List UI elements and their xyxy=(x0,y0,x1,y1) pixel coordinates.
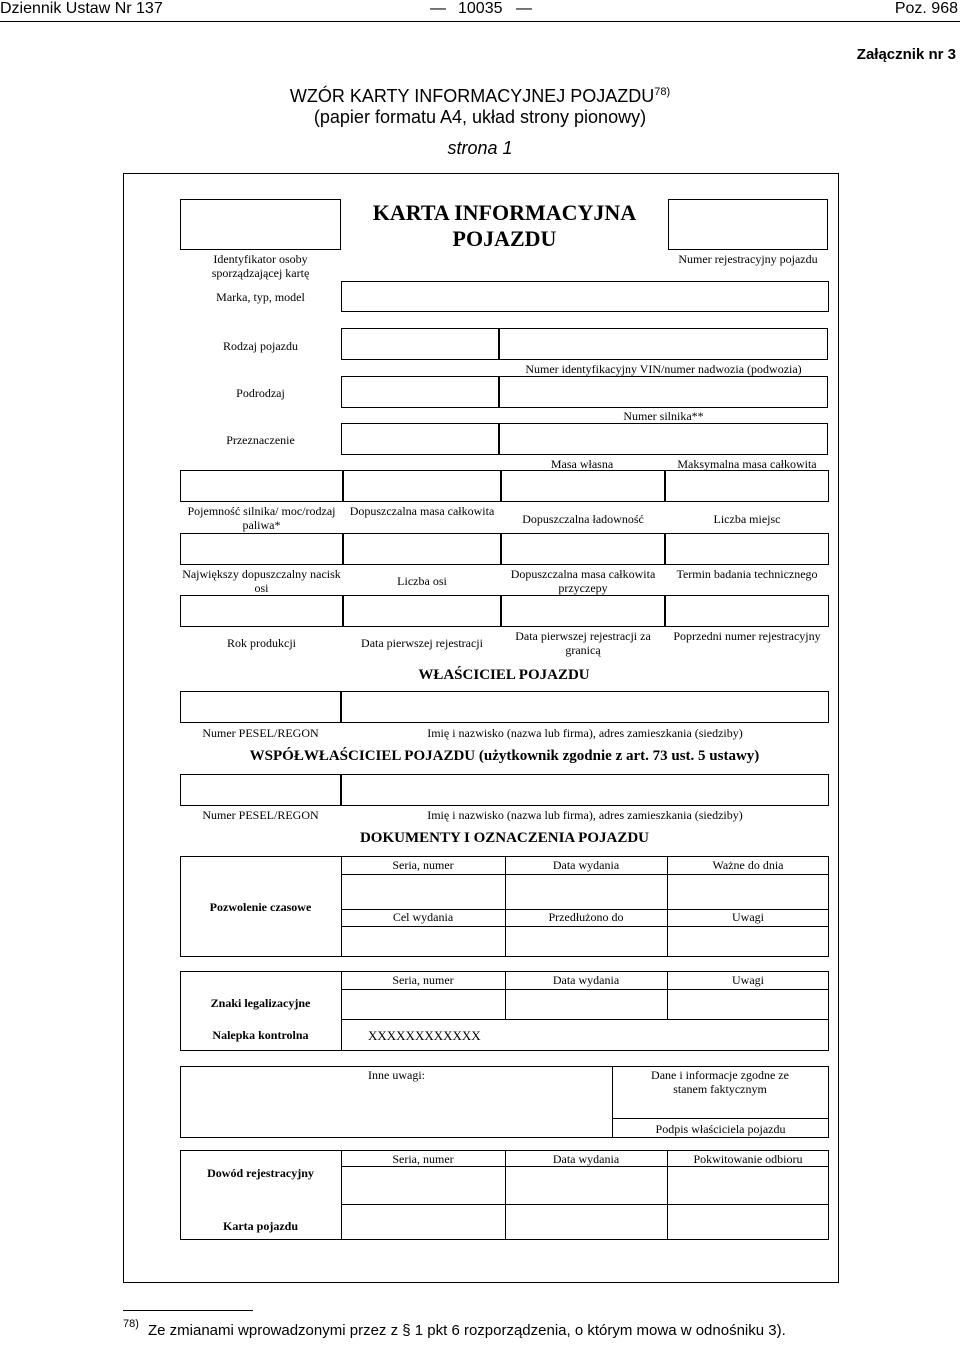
inspection-date-label: Termin badania technicznego xyxy=(676,567,818,581)
temp-permit-label: Pozwolenie czasowe xyxy=(209,900,312,914)
axles-box[interactable] xyxy=(343,595,501,627)
identifier-box[interactable] xyxy=(180,199,341,250)
other-remarks-label: Inne uwagi: xyxy=(368,1068,425,1082)
engine-capacity-box[interactable] xyxy=(180,470,343,502)
previous-registration-label: Poprzedni numer rejestracyjny xyxy=(673,629,821,643)
series-number-label-2: Seria, numer xyxy=(392,973,454,987)
mass-box[interactable] xyxy=(499,423,828,455)
own-mass-box[interactable] xyxy=(501,470,665,502)
engine-number-label: Numer silnika** xyxy=(623,409,704,423)
owner-pesel-box[interactable] xyxy=(180,691,341,723)
trailer-mass-box[interactable] xyxy=(501,595,665,627)
engine-capacity-label: Pojemność silnika/ moc/rodzaj paliwa* xyxy=(187,504,336,532)
owner-name-box[interactable] xyxy=(341,691,829,723)
issue-date-label: Data wydania xyxy=(552,858,620,872)
footnote-ref: 78) xyxy=(123,1318,139,1330)
issue-date-label-2: Data wydania xyxy=(552,973,620,987)
owner-heading: WŁAŚCICIEL POJAZDU xyxy=(418,667,590,683)
card-title-line1: KARTA INFORMACYJNA xyxy=(372,200,637,225)
owner-signature-label: Podpis właściciela pojazdu xyxy=(655,1122,786,1136)
issue-purpose-label: Cel wydania xyxy=(392,910,454,924)
identifier-label: Identyfikator osoby sporządzającej kartę xyxy=(211,252,310,280)
max-axle-load-label: Największy dopuszczalny nacisk osi xyxy=(182,567,341,595)
first-registration-abroad-label: Data pierwszej rejestracji za granicą xyxy=(515,629,651,657)
header-dash-left: — xyxy=(430,0,446,17)
allowed-total-mass-box[interactable] xyxy=(343,470,501,502)
subkind-label: Podrodzaj xyxy=(236,386,285,400)
subkind-box[interactable] xyxy=(341,376,499,408)
series-number-label: Seria, numer xyxy=(392,858,454,872)
registration-rule-2 xyxy=(341,1204,829,1205)
registration-number-label: Numer rejestracyjny pojazdu xyxy=(678,252,818,266)
signature-rule xyxy=(612,1118,829,1119)
form-title xyxy=(0,86,960,107)
temp-permit-rule-3 xyxy=(341,926,829,927)
production-year-label: Rok produkcji xyxy=(227,636,296,650)
coowner-heading: WSPÓŁWŁAŚCICIEL POJAZDU (użytkownik zgodnie z art. 73 ust. 5 ustawy) xyxy=(249,748,760,764)
coowner-pesel-label: Numer PESEL/REGON xyxy=(202,808,319,822)
engine-capacity-value-box[interactable] xyxy=(180,533,343,565)
registration-certificate-label: Dowód rejestracyjny xyxy=(207,1166,314,1180)
vehicle-kind-label: Rodzaj pojazdu xyxy=(223,339,298,353)
info-consistent-label: Dane i informacje zgodne ze stanem faktycznym xyxy=(651,1068,789,1096)
extended-until-label: Przedłużono do xyxy=(548,910,624,924)
max-axle-load-box[interactable] xyxy=(180,595,343,627)
footnote-text: Ze zmianami wprowadzonymi przez z § 1 pkt 6 rozporządzenia, o którym mowa w odnośniku 3). xyxy=(148,1322,786,1339)
max-total-mass-box[interactable] xyxy=(665,470,829,502)
position-number: Poz. 968 xyxy=(894,0,958,17)
form-subtitle: (papier formatu A4, układ strony pionowy) xyxy=(313,107,647,127)
purpose-box[interactable] xyxy=(341,423,499,455)
legalization-marks-label: Znaki legalizacyjne xyxy=(210,996,311,1010)
issue-date-label-3: Data wydania xyxy=(552,1152,620,1166)
own-mass-label: Masa własna xyxy=(550,457,614,471)
allowed-payload-label: Dopuszczalna ładowność xyxy=(522,512,644,526)
page-label: strona 1 xyxy=(447,138,513,158)
remarks-label-2: Uwagi xyxy=(732,973,764,987)
series-number-label-3: Seria, numer xyxy=(392,1152,454,1166)
card-title-line2: POJAZDU xyxy=(452,226,557,251)
footnote-rule xyxy=(123,1310,253,1311)
registration-number-box[interactable] xyxy=(668,199,828,250)
header-dash-right: — xyxy=(516,0,532,17)
registration-rule-1 xyxy=(341,1166,829,1167)
control-sticker-value: XXXXXXXXXXXX xyxy=(368,1028,481,1043)
allowed-total-mass-value-box[interactable] xyxy=(343,533,501,565)
allowed-payload-box[interactable] xyxy=(501,533,665,565)
trailer-mass-label: Dopuszczalna masa całkowita przyczepy xyxy=(510,567,656,595)
allowed-total-mass-label: Dopuszczalna masa całkowita xyxy=(349,504,495,518)
form-title-footnote-ref: 78) xyxy=(654,86,671,98)
vehicle-card-label: Karta pojazdu xyxy=(223,1219,298,1233)
inspection-date-box[interactable] xyxy=(665,595,829,627)
header-rule xyxy=(0,21,960,22)
owner-name-label: Imię i nazwisko (nazwa lub firma), adres zamieszkania (siedziby) xyxy=(427,726,743,740)
seats-box[interactable] xyxy=(665,533,829,565)
documents-heading: DOKUMENTY I OZNACZENIA POJAZDU xyxy=(359,830,650,846)
remarks-label: Uwagi xyxy=(732,910,764,924)
owner-pesel-label: Numer PESEL/REGON xyxy=(202,726,319,740)
engine-number-box[interactable] xyxy=(499,376,828,408)
legalization-rule-1 xyxy=(341,989,829,990)
journal-name: Dziennik Ustaw Nr 137 xyxy=(0,0,163,17)
page-number: 10035 xyxy=(458,0,503,17)
form-title-text: WZÓR KARTY INFORMACYJNEJ POJAZDU xyxy=(289,86,655,106)
vin-box[interactable] xyxy=(499,328,828,360)
make-label: Marka, typ, model xyxy=(216,290,305,304)
annex-label: Załącznik nr 3 xyxy=(856,46,956,63)
coowner-name-label: Imię i nazwisko (nazwa lub firma), adres zamieszkania (siedziby) xyxy=(427,808,743,822)
coowner-pesel-box[interactable] xyxy=(180,774,341,806)
vin-label: Numer identyfikacyjny VIN/numer nadwozia (podwozia) xyxy=(525,362,802,376)
card-title xyxy=(341,200,668,252)
coowner-name-box[interactable] xyxy=(341,774,829,806)
receipt-confirmation-label: Pokwitowanie odbioru xyxy=(693,1152,803,1166)
purpose-label: Przeznaczenie xyxy=(226,433,295,447)
seats-label: Liczba miejsc xyxy=(713,512,781,526)
vehicle-kind-box[interactable] xyxy=(341,328,499,360)
page-header xyxy=(0,0,960,22)
axles-label: Liczba osi xyxy=(397,574,447,588)
make-box[interactable] xyxy=(341,281,829,312)
first-registration-label: Data pierwszej rejestracji xyxy=(361,636,483,650)
max-total-mass-label: Maksymalna masa całkowita xyxy=(677,457,817,471)
legalization-rule-2 xyxy=(341,1019,829,1020)
valid-until-label: Ważne do dnia xyxy=(712,858,784,872)
temp-permit-rule-1 xyxy=(341,874,829,875)
control-sticker-label: Nalepka kontrolna xyxy=(212,1028,309,1042)
